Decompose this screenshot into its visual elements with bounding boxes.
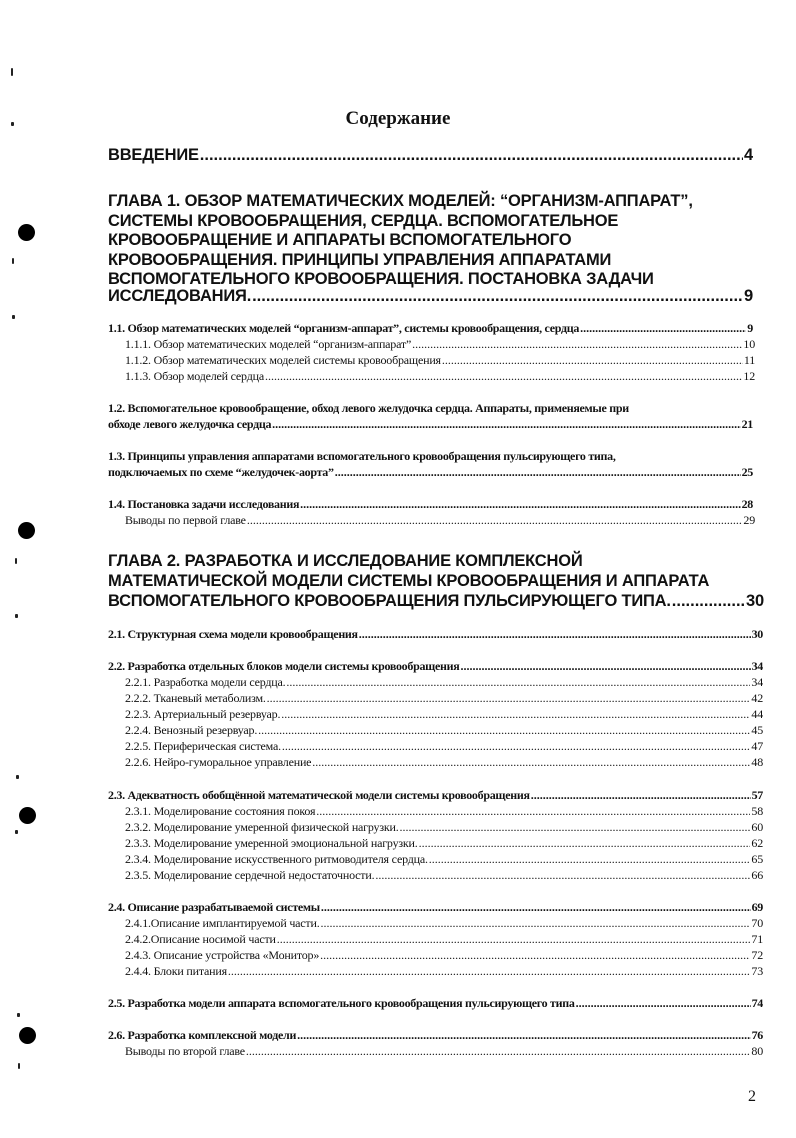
toc-entry-page: 4	[744, 146, 753, 164]
leader-dots	[272, 417, 740, 432]
toc-entry-page: 9	[747, 321, 753, 335]
scan-speck	[12, 315, 15, 319]
toc-entry-page: 11	[743, 353, 755, 367]
toc-entry-label: 2.3.4. Моделирование искусственного ритмоводителя сердца.	[125, 852, 428, 866]
toc-entry-conclusions-2[interactable]	[125, 1044, 763, 1059]
toc-entry-label: 2.4.4. Блоки питания	[125, 964, 227, 978]
chapter-2-line: ГЛАВА 2. РАЗРАБОТКА И ИССЛЕДОВАНИЕ КОМПЛЕКСНОЙ	[108, 552, 583, 570]
toc-entry-page: 29	[743, 513, 755, 527]
toc-entry-label: 2.2.4. Венозный резервуар.	[125, 723, 258, 737]
toc-entry-2-3-3[interactable]	[125, 836, 763, 851]
toc-entry-page: 34	[751, 659, 763, 673]
toc-entry-1-2[interactable]	[108, 417, 753, 432]
toc-entry-label: 2.6. Разработка комплексной модели	[108, 1028, 297, 1042]
chapter-2-last-line[interactable]	[108, 592, 764, 611]
toc-entry-2-2-5[interactable]	[125, 739, 763, 754]
toc-entry-1-2-line1[interactable]: 1.2. Вспомогательное кровообращение, обход левого желудочка сердца. Аппараты, применяемые при	[108, 401, 629, 415]
toc-entry-page: 80	[751, 1044, 763, 1058]
leader-dots	[375, 868, 750, 883]
toc-entry-label: 1.1.1. Обзор математических моделей “организм-аппарат”	[125, 337, 412, 351]
toc-entry-2-2-6[interactable]	[125, 755, 763, 770]
toc-entry-label: 1.1.2. Обзор математических моделей системы кровообращения	[125, 353, 441, 367]
chapter-1-line: ВСПОМОГАТЕЛЬНОГО КРОВООБРАЩЕНИЯ. ПОСТАНОВКА ЗАДАЧИ	[108, 270, 654, 288]
toc-entry-label: 2.3.3. Моделирование умеренной эмоциональной нагрузки.	[125, 836, 418, 850]
toc-entry-label: подключаемых по схеме “желудочек-аорта”	[108, 465, 334, 479]
leader-dots	[228, 964, 750, 979]
toc-entry-page: 47	[751, 739, 763, 753]
toc-entry-2-5[interactable]	[108, 996, 763, 1011]
toc-entry-2-2-4[interactable]	[125, 723, 763, 738]
toc-entry-2-4-4[interactable]	[125, 964, 763, 979]
toc-entry-page: 76	[751, 1028, 763, 1042]
leader-dots	[419, 836, 751, 851]
toc-entry-label: 2.2. Разработка отдельных блоков модели системы кровообращения	[108, 659, 460, 673]
toc-entry-2-3-4[interactable]	[125, 852, 763, 867]
toc-entry-page: 9	[744, 287, 753, 305]
toc-entry-label: ВСПОМОГАТЕЛЬНОГО КРОВООБРАЩЕНИЯ ПУЛЬСИРУЮЩЕГО ТИПА.	[108, 592, 671, 610]
toc-entry-page: 42	[751, 691, 763, 705]
toc-entry-2-3-5[interactable]	[125, 868, 763, 883]
scan-speck	[16, 775, 19, 779]
toc-entry-1-3-line1[interactable]: 1.3. Принципы управления аппаратами вспомогательного кровообращения пульсирующего типа,	[108, 449, 616, 463]
punch-hole-4	[19, 1027, 36, 1044]
toc-entry-label: Выводы по первой главе	[125, 513, 246, 527]
toc-entry-label: 2.4. Описание разрабатываемой системы	[108, 900, 320, 914]
chapter-1-line: КРОВООБРАЩЕНИЕ И АППАРАТЫ ВСПОМОГАТЕЛЬНОГО	[108, 231, 572, 249]
leader-dots	[277, 932, 751, 947]
chapter-2-line: МАТЕМАТИЧЕСКОЙ МОДЕЛИ СИСТЕМЫ КРОВООБРАЩЕНИЯ И АППАРАТА	[108, 571, 710, 590]
toc-entry-page: 74	[751, 996, 763, 1010]
toc-entry-label: 2.3. Адекватность обобщённой математической модели системы кровообращения	[108, 788, 530, 802]
toc-entry-page: 71	[751, 932, 763, 946]
toc-entry-2-4-1[interactable]	[125, 916, 763, 931]
scan-speck	[11, 68, 13, 76]
toc-entry-label: ИССЛЕДОВАНИЯ.	[108, 287, 252, 305]
toc-entry-label: 2.3.5. Моделирование сердечной недостаточности.	[125, 868, 375, 882]
toc-entry-2-2-2[interactable]	[125, 691, 763, 706]
toc-entry-page: 60	[751, 820, 763, 834]
chapter-2-heading[interactable]	[108, 552, 778, 591]
chapter-1-line: СИСТЕМЫ КРОВООБРАЩЕНИЯ, СЕРДЦА. ВСПОМОГАТЕЛЬНОЕ	[108, 211, 619, 230]
toc-entry-label: 1.1.3. Обзор моделей сердца	[125, 369, 264, 383]
toc-entry-page: 10	[743, 337, 755, 351]
toc-entry-2-2[interactable]	[108, 659, 763, 674]
leader-dots	[320, 948, 750, 963]
page-number: 2	[748, 1088, 756, 1105]
scan-speck	[15, 558, 17, 564]
toc-entry-label: ВВЕДЕНИЕ	[108, 146, 199, 164]
toc-entry-label: 2.4.2.Описание носимой части	[125, 932, 276, 946]
toc-entry-intro[interactable]	[108, 146, 753, 165]
toc-entry-label: обходе левого желудочка сердца	[108, 417, 272, 431]
leader-dots	[312, 755, 750, 770]
toc-entry-label: 2.2.1. Разработка модели сердца.	[125, 675, 286, 689]
leader-dots	[258, 723, 750, 738]
leader-dots	[265, 369, 742, 384]
toc-entry-page: 62	[751, 836, 763, 850]
leader-dots	[282, 739, 750, 754]
leader-dots	[580, 321, 746, 336]
toc-entry-label: 2.2.2. Тканевый метаболизм.	[125, 691, 266, 705]
toc-entry-label: 2.2.5. Периферическая система.	[125, 739, 281, 753]
toc-entry-page: 58	[751, 804, 763, 818]
toc-entry-2-2-1[interactable]	[125, 675, 763, 690]
toc-entry-conclusions-1[interactable]	[125, 513, 755, 528]
toc-entry-label: 2.2.3. Артериальный резервуар.	[125, 707, 281, 721]
punch-hole-1	[18, 224, 35, 241]
toc-entry-1-1-1[interactable]	[125, 337, 755, 352]
toc-entry-label: 1.4. Постановка задачи исследования	[108, 497, 300, 511]
scan-speck	[17, 1013, 20, 1017]
toc-entry-label: 2.2.6. Нейро-гуморальное управление	[125, 755, 312, 769]
leader-dots	[252, 287, 743, 306]
leader-dots	[460, 659, 750, 674]
toc-entry-label: 2.3.2. Моделирование умеренной физической нагрузки.	[125, 820, 399, 834]
leader-dots	[316, 804, 750, 819]
leader-dots	[286, 675, 750, 690]
toc-entry-label: Выводы по второй главе	[125, 1044, 245, 1058]
toc-entry-2-3[interactable]	[108, 788, 763, 803]
toc-entry-page: 48	[751, 755, 763, 769]
toc-entry-page: 12	[743, 369, 755, 383]
toc-entry-1-1-2[interactable]	[125, 353, 755, 368]
toc-entry-label: 2.4.1.Описание имплантируемой части.	[125, 916, 320, 930]
toc-entry-page: 57	[751, 788, 763, 802]
leader-dots	[412, 337, 742, 352]
toc-entry-2-1[interactable]	[108, 627, 763, 642]
punch-hole-2	[18, 522, 35, 539]
toc-entry-2-4-2[interactable]	[125, 932, 763, 947]
leader-dots	[429, 852, 751, 867]
toc-entry-2-3-1[interactable]	[125, 804, 763, 819]
leader-dots	[442, 353, 743, 368]
leader-dots	[335, 465, 741, 480]
toc-entry-page: 34	[751, 675, 763, 689]
scan-speck	[18, 1063, 20, 1069]
leader-dots	[200, 146, 743, 165]
toc-entry-label: 1.1. Обзор математических моделей “организм-аппарат”, системы кровообращения, сердца	[108, 321, 580, 335]
toc-entry-1-4[interactable]	[108, 497, 753, 512]
toc-entry-1-1-3[interactable]	[125, 369, 755, 384]
leader-dots	[359, 627, 751, 642]
leader-dots	[300, 497, 740, 512]
toc-entry-page: 69	[751, 900, 763, 914]
toc-entry-page: 65	[751, 852, 763, 866]
leader-dots	[321, 900, 751, 915]
leader-dots	[400, 820, 751, 835]
chapter-1-line: КРОВООБРАЩЕНИЯ. ПРИНЦИПЫ УПРАВЛЕНИЯ АППАРАТАМИ	[108, 250, 612, 269]
toc-entry-page: 70	[751, 916, 763, 930]
toc-entry-2-4[interactable]	[108, 900, 763, 915]
punch-hole-3	[19, 807, 36, 824]
toc-entry-page: 28	[741, 497, 753, 511]
toc-entry-2-4-3[interactable]	[125, 948, 763, 963]
leader-dots	[297, 1028, 751, 1043]
page-title: Содержание	[345, 108, 451, 129]
scan-speck	[15, 614, 18, 618]
toc-entry-page: 30	[746, 592, 764, 610]
toc-entry-1-1[interactable]	[108, 321, 753, 336]
leader-dots	[321, 916, 751, 931]
toc-entry-page: 25	[741, 465, 753, 479]
scan-speck	[12, 258, 14, 264]
toc-entry-label: 2.5. Разработка модели аппарата вспомогательного кровообращения пульсирующего типа	[108, 996, 575, 1010]
leader-dots	[531, 788, 751, 803]
toc-entry-1-3[interactable]	[108, 465, 753, 480]
leader-dots	[267, 691, 751, 706]
toc-entry-2-2-3[interactable]	[125, 707, 763, 722]
toc-entry-label: 2.3.1. Моделирование состояния покоя	[125, 804, 316, 818]
toc-entry-page: 44	[751, 707, 763, 721]
chapter-1-heading[interactable]	[108, 192, 768, 290]
toc-entry-label: 2.4.3. Описание устройства «Монитор»	[125, 948, 320, 962]
toc-entry-page: 45	[751, 723, 763, 737]
chapter-1-last-line[interactable]	[108, 287, 753, 306]
leader-dots	[281, 707, 750, 722]
chapter-1-line: ГЛАВА 1. ОБЗОР МАТЕМАТИЧЕСКИХ МОДЕЛЕЙ: “ОРГАНИЗМ-АППАРАТ”,	[108, 192, 693, 210]
toc-entry-label: 2.1. Структурная схема модели кровообращения	[108, 627, 358, 641]
toc-entry-page: 66	[751, 868, 763, 882]
toc-entry-page: 72	[751, 948, 763, 962]
leader-dots	[672, 592, 745, 611]
toc-entry-page: 21	[741, 417, 753, 431]
toc-entry-2-6[interactable]	[108, 1028, 763, 1043]
toc-entry-page: 30	[751, 627, 763, 641]
leader-dots	[247, 513, 743, 528]
toc-entry-page: 73	[751, 964, 763, 978]
leader-dots	[576, 996, 751, 1011]
toc-entry-2-3-2[interactable]	[125, 820, 763, 835]
scan-speck	[15, 830, 18, 834]
leader-dots	[246, 1044, 750, 1059]
